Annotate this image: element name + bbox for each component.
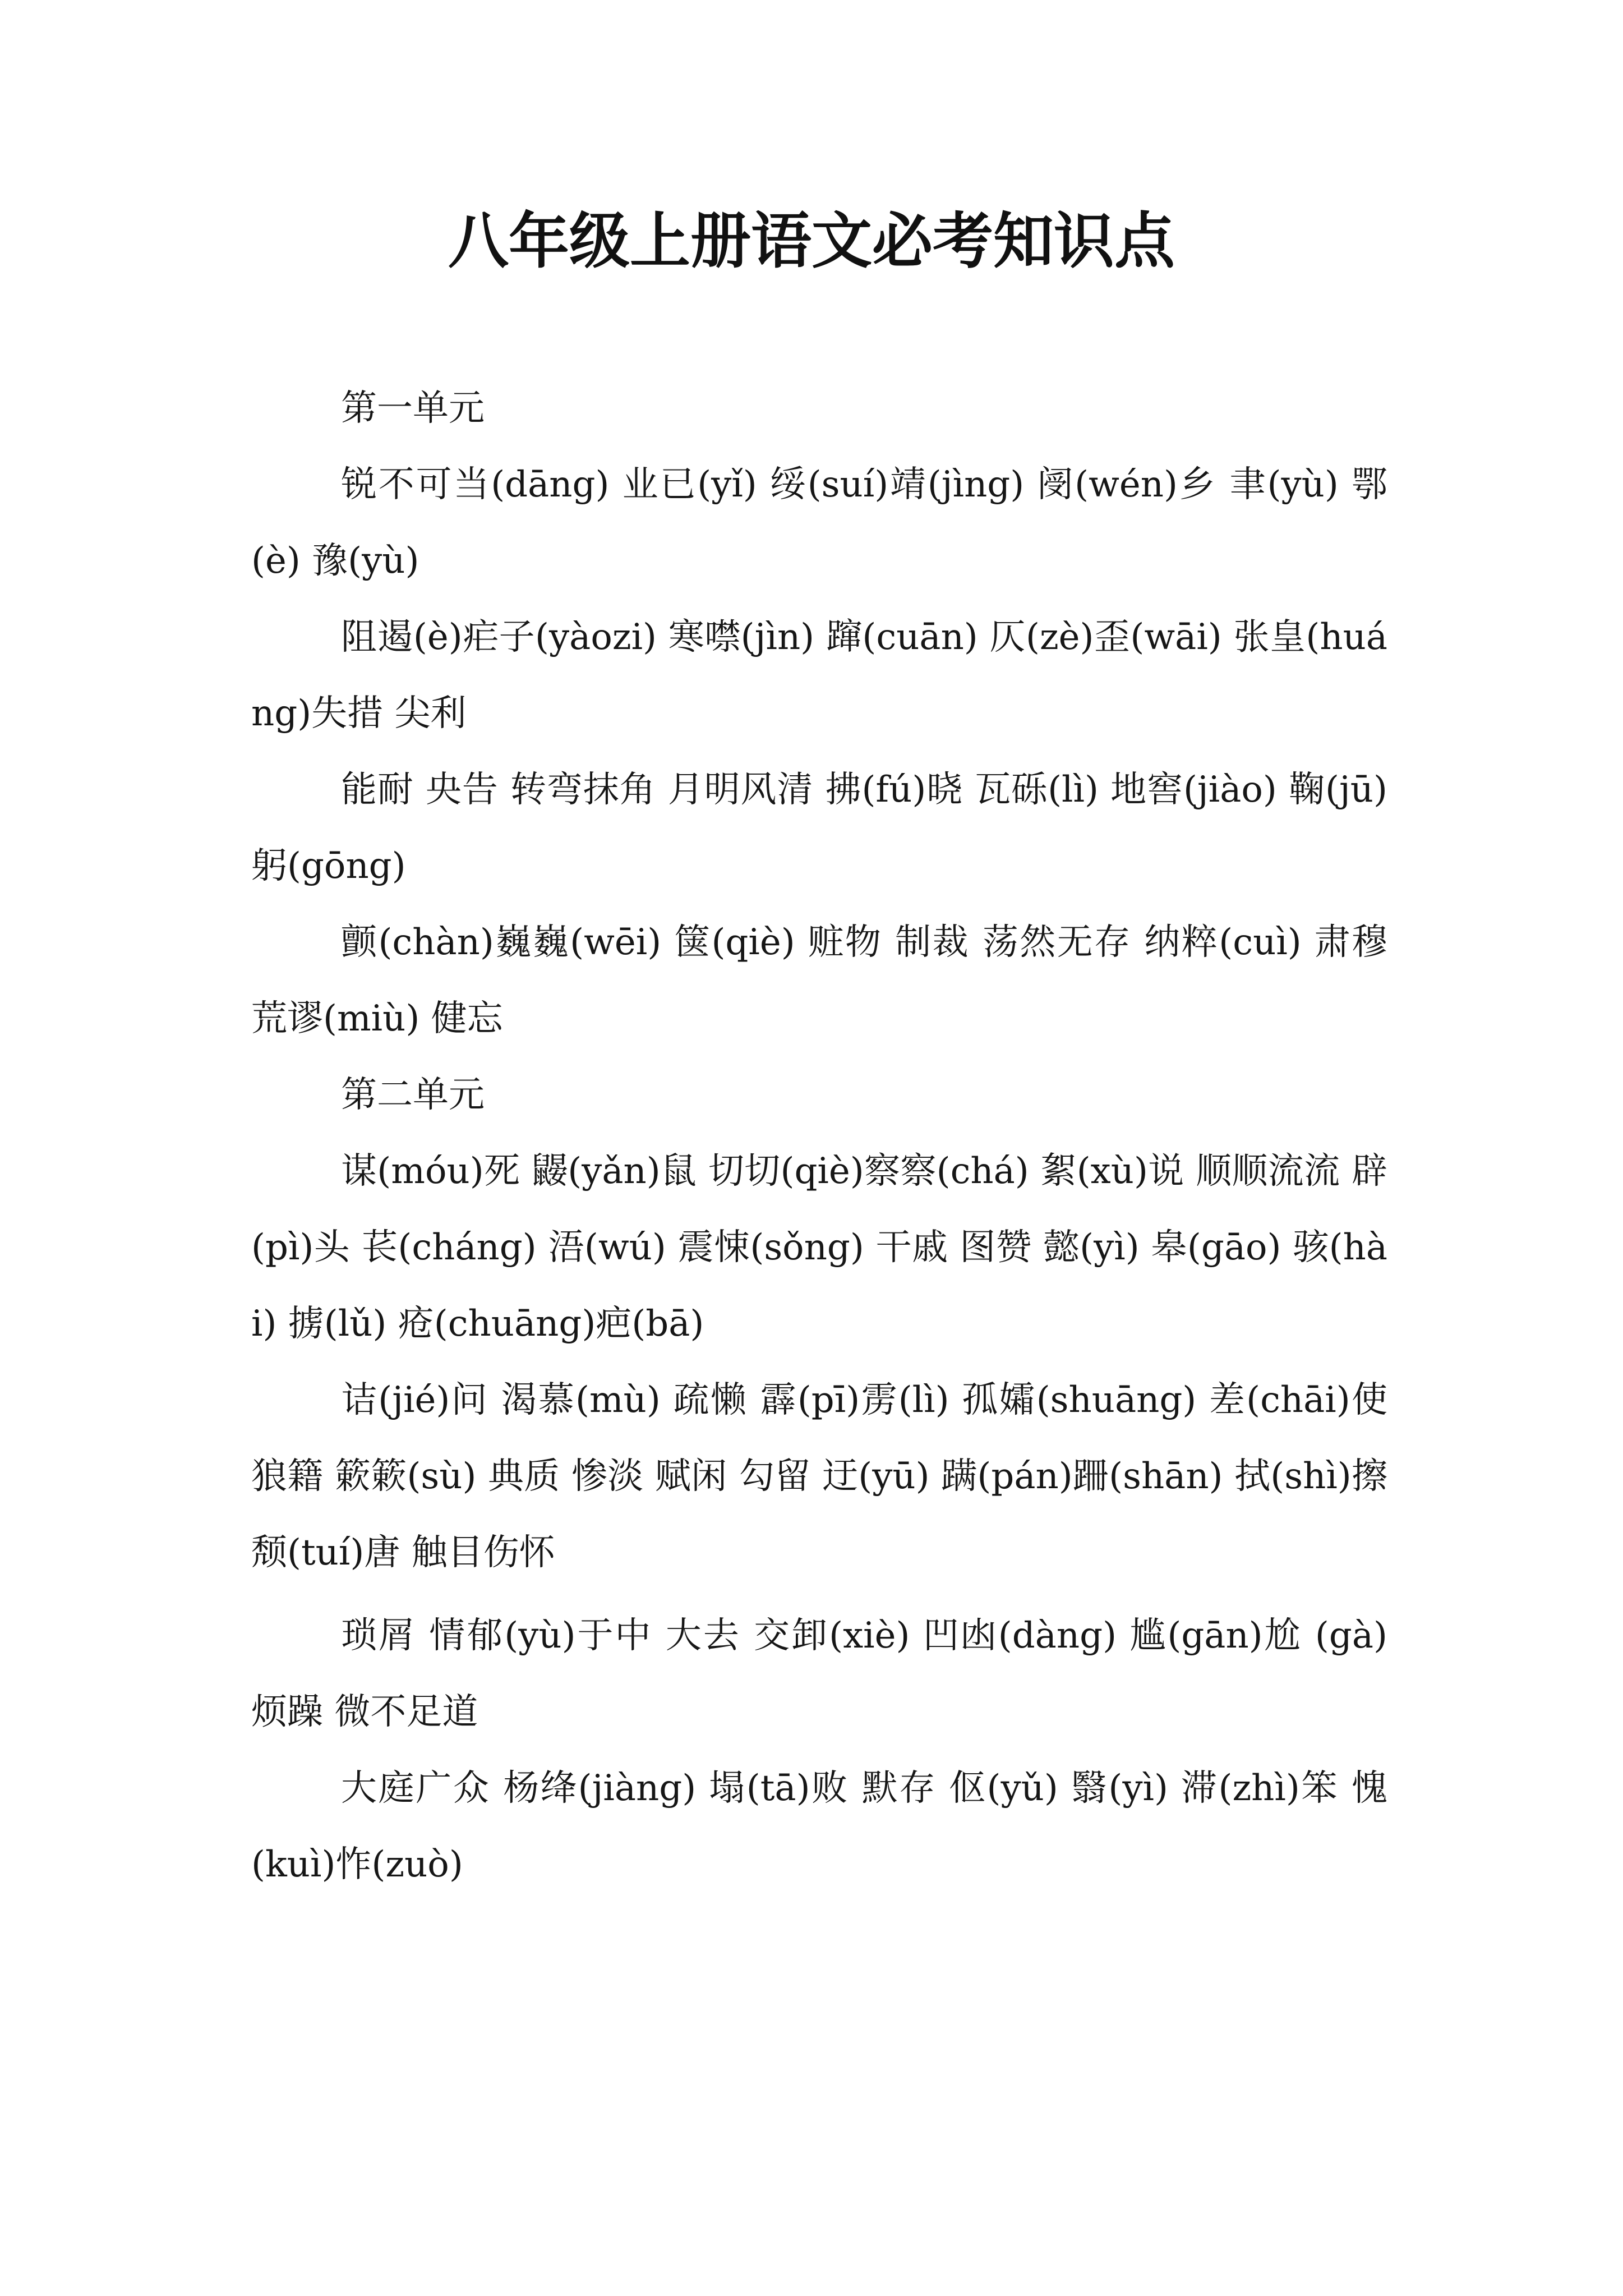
section-heading-unit-1: 第一单元 xyxy=(341,388,485,429)
vocab-paragraph: 颤(chàn)巍巍(wēi) 箧(qiè) 赃物 制裁 荡然无存 纳粹(cuì) 肃穆 荒谬(miù) 健忘 xyxy=(251,922,1387,1039)
vocab-paragraph: 诘(jié)问 渴慕(mù) 疏懒 霹(pī)雳(lì) 孤孀(shuāng) 差(chāi)使 狼籍 簌簌(sù) 典质 惨淡 赋闲 勾留 迂(yū) 蹒(pán)跚(shān) 拭(shì)擦 颓(tuí)唐 触目伤怀 xyxy=(251,1379,1387,1573)
vocab-paragraph: 琐屑 情郁(yù)于中 大去 交卸(xiè) 凹凼(dàng) 尴(gān)尬 (gà) 烦躁 微不足道 xyxy=(251,1615,1387,1733)
vocab-paragraph: 能耐 央告 转弯抹角 月明风清 拂(fú)晓 瓦砾(lì) 地窖(jiào) 鞠(jū)躬(gōng) xyxy=(251,769,1387,887)
vocab-paragraph: 大庭广众 杨绛(jiàng) 塌(tā)败 默存 伛(yǔ) 翳(yì) 滞(zhì)笨 愧(kuì)怍(zuò) xyxy=(251,1768,1387,1885)
document-body xyxy=(251,370,1387,1903)
vocab-paragraph: 阻遏(è)疟子(yàozi) 寒噤(jìn) 蹿(cuān) 仄(zè)歪(wāi) 张皇(huáng)失措 尖利 xyxy=(251,616,1387,734)
section-heading-unit-2: 第二单元 xyxy=(341,1074,485,1116)
page-title: 八年级上册语文必考知识点 xyxy=(448,206,1175,277)
vocab-paragraph: 谋(móu)死 鼹(yǎn)鼠 切切(qiè)察察(chá) 絮(xù)说 顺顺流流 辟(pì)头 苌(cháng) 浯(wú) 震悚(sǒng) 干戚 图赞 懿(yì) 皋(gāo) 骇(hài) 掳(lǔ) 疮(chuāng)疤(bā) xyxy=(251,1151,1387,1345)
vocab-paragraph: 锐不可当(dāng) 业已(yǐ) 绥(suí)靖(jìng) 阌(wén)乡 聿(yù) 鄂(è) 豫(yù) xyxy=(251,464,1387,582)
